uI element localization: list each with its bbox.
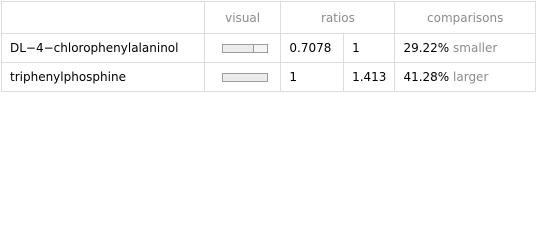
header-visual: visual bbox=[204, 2, 281, 34]
header-ratios: ratios bbox=[281, 2, 395, 34]
comparison-percent: 29.22% bbox=[403, 41, 450, 55]
ratio-value-2: 1.413 bbox=[344, 63, 395, 92]
comparison-cell bbox=[395, 34, 536, 63]
ratio-value-1: 1 bbox=[281, 63, 344, 92]
row-name: DL−4−chlorophenylalaninol bbox=[2, 34, 205, 63]
row-name: triphenylphosphine bbox=[2, 63, 205, 92]
ratio-value-1: 0.7078 bbox=[281, 34, 344, 63]
ratio-bar bbox=[222, 44, 268, 53]
comparison-percent: 41.28% bbox=[403, 70, 450, 84]
ratio-value-2: 1 bbox=[344, 34, 395, 63]
comparison-word: smaller bbox=[453, 41, 498, 55]
ratio-bar bbox=[222, 73, 268, 82]
comparison-table bbox=[1, 1, 536, 92]
visual-cell bbox=[204, 63, 281, 92]
table-header-row bbox=[2, 2, 536, 34]
header-comparisons: comparisons bbox=[395, 2, 536, 34]
table-row bbox=[2, 34, 536, 63]
visual-cell bbox=[204, 34, 281, 63]
table-row bbox=[2, 63, 536, 92]
ratio-bar-fill bbox=[223, 45, 254, 52]
ratio-bar-fill bbox=[223, 74, 267, 81]
header-blank-cell bbox=[2, 2, 205, 34]
comparison-cell bbox=[395, 63, 536, 92]
comparison-word: larger bbox=[453, 70, 489, 84]
